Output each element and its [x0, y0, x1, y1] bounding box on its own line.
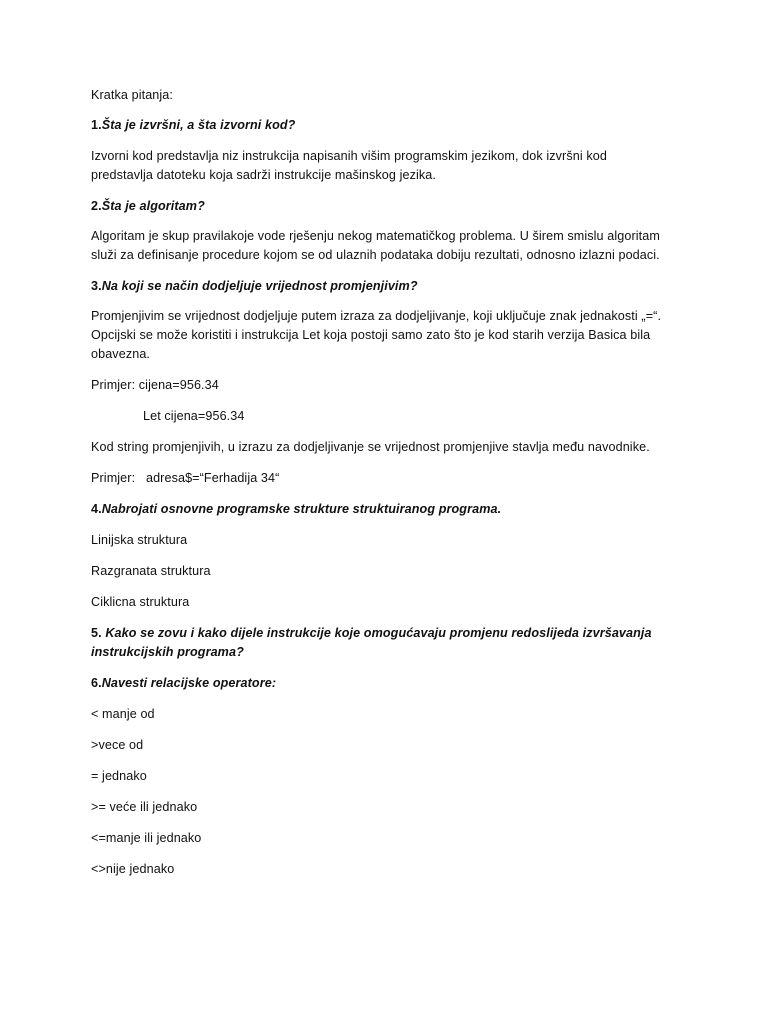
question-4-title: Nabrojati osnovne programske strukture struktuiranog programa.: [101, 502, 502, 516]
operator-item: = jednako: [91, 769, 147, 783]
structure-item: Ciklicna struktura: [91, 595, 190, 609]
answer-2-line: služi za definisanje procedure kojom se od ulaznih podataka dobiju rezultati, odnosno izlazni podaci.: [91, 248, 660, 262]
question-6-number: 6.: [91, 676, 102, 690]
question-5-number: 5.: [91, 626, 106, 640]
string-note: Kod string promjenjivih, u izrazu za dodjeljivanje se vrijednost promjenjive stavlja među navodnike.: [91, 440, 650, 454]
section-heading: Kratka pitanja:: [91, 88, 174, 102]
operator-item: >vece od: [91, 738, 144, 752]
answer-1-line: predstavlja datoteku koja sadrži instrukcije mašinskog jezika.: [91, 168, 436, 182]
question-1-number: 1.: [91, 118, 102, 132]
question-5-title-line: Kako se zovu i kako dijele instrukcije koje omogućavaju promjenu redoslijeda izvršavanja: [105, 626, 652, 640]
structure-item: Razgranata struktura: [91, 564, 211, 578]
question-1-title: Šta je izvršni, a šta izvorni kod?: [101, 118, 296, 132]
question-3-title: Na koji se način dodjeljuje vrijednost promjenjivim?: [101, 279, 418, 293]
answer-3-line: Promjenjivim se vrijednost dodjeljuje putem izraza za dodjeljivanje, koji uključuje znak jednakosti „=“.: [91, 309, 662, 323]
answer-2-line: Algoritam je skup pravilakoje vode rješenju nekog matematičkog problema. U širem smislu algoritam: [91, 229, 660, 243]
question-3-number: 3.: [91, 279, 102, 293]
question-1: [91, 115, 295, 135]
question-2-title: Šta je algoritam?: [101, 199, 205, 213]
answer-3-line: Opcijski se može koristiti i instrukcija Let koja postoji samo zato što je kod starih verzija Basica bila: [91, 328, 651, 342]
question-6: [91, 673, 276, 693]
question-6-title: Navesti relacijske operatore:: [101, 676, 277, 690]
operator-item: <=manje ili jednako: [91, 831, 202, 845]
question-5-title-line: instrukcijskih programa?: [91, 645, 244, 659]
structure-item: Linijska struktura: [91, 533, 188, 547]
question-5: [91, 623, 652, 643]
operator-item: < manje od: [91, 707, 155, 721]
example-1-let: Let cijena=956.34: [143, 409, 245, 423]
question-4: [91, 499, 501, 519]
example-1: Primjer: cijena=956.34: [91, 378, 219, 392]
question-4-number: 4.: [91, 502, 102, 516]
operator-item: >= veće ili jednako: [91, 800, 198, 814]
question-5-continued: [91, 642, 244, 662]
example-2: Primjer: adresa$=“Ferhadija 34“: [91, 471, 280, 485]
answer-3-line: obavezna.: [91, 347, 151, 361]
question-3: [91, 276, 418, 296]
answer-1-line: Izvorni kod predstavlja niz instrukcija napisanih višim programskim jezikom, dok izvršni kod: [91, 149, 607, 163]
question-2: [91, 196, 205, 216]
question-2-number: 2.: [91, 199, 102, 213]
operator-item: <>nije jednako: [91, 862, 175, 876]
